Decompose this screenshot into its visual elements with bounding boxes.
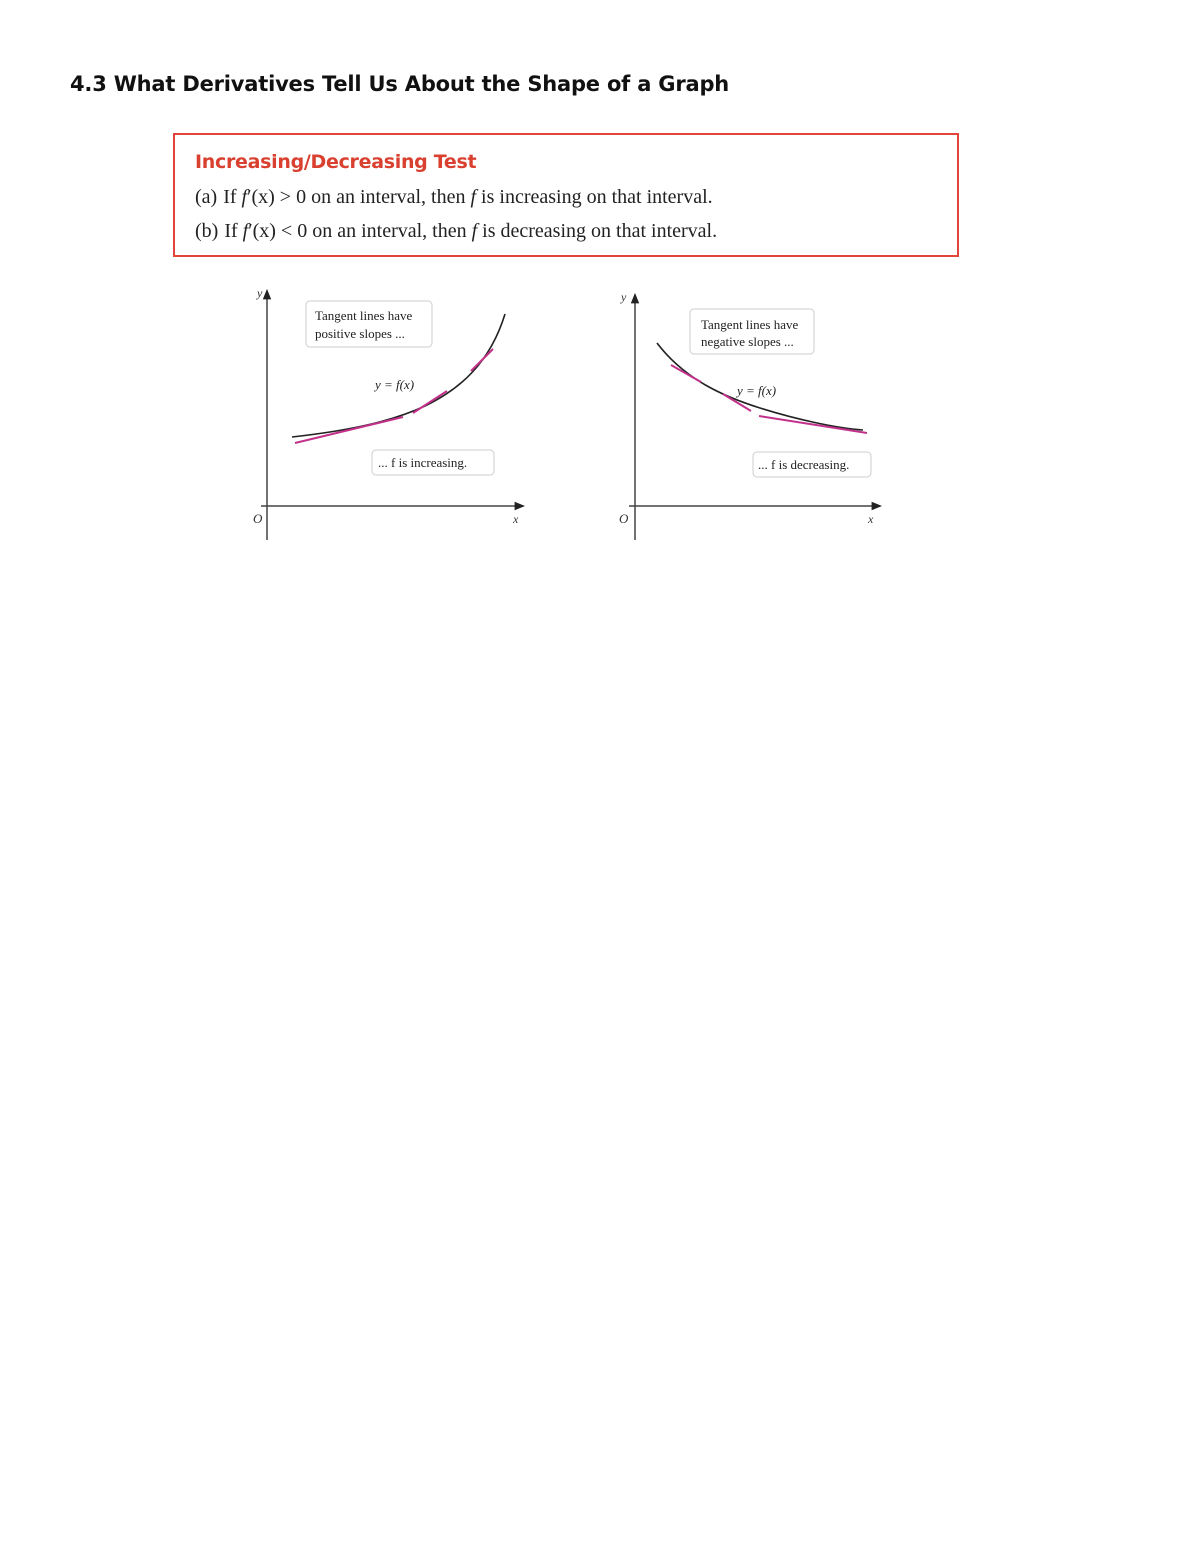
y-axis-label: y <box>621 290 627 304</box>
theorem-box <box>173 133 959 257</box>
derivative-argument: ′(x) <box>247 186 275 208</box>
callout-line: positive slopes ... <box>315 326 405 341</box>
decreasing-figure <box>605 285 895 545</box>
statement-text: If <box>223 186 237 208</box>
theorem-title: Increasing/Decreasing Test <box>195 151 477 173</box>
callout-line: Tangent lines have <box>701 317 799 332</box>
page-heading: 4.3 What Derivatives Tell Us About the Shape of a Graph <box>70 72 730 96</box>
origin-label: O <box>253 511 263 526</box>
derivative-argument: ′(x) <box>248 220 276 242</box>
curve-label: y = f(x) <box>375 377 415 392</box>
x-axis-label: x <box>513 512 519 526</box>
statement-text: > 0 on an interval, then <box>274 186 471 208</box>
function-symbol: f <box>242 220 249 242</box>
increasing-figure <box>245 285 535 545</box>
statement-text: is decreasing on that interval. <box>477 220 718 242</box>
callout-line: ... f is increasing. <box>378 455 468 470</box>
callout-line: Tangent lines have <box>315 308 413 323</box>
statement-text: is increasing on that interval. <box>476 186 713 208</box>
x-axis-label: x <box>868 512 874 526</box>
tangent-line <box>471 349 493 371</box>
callout-line: negative slopes ... <box>701 334 794 349</box>
origin-label: O <box>619 511 629 526</box>
function-symbol: f <box>471 220 478 242</box>
statement-label: (b) <box>195 220 219 242</box>
function-symbol: f <box>241 186 248 208</box>
statement-label: (a) <box>195 186 218 208</box>
theorem-statement-a <box>195 186 713 209</box>
statement-text: < 0 on an interval, then <box>275 220 472 242</box>
tangent-line <box>295 417 403 443</box>
statement-text: If <box>224 220 238 242</box>
tangent-line <box>759 416 867 433</box>
tangent-line <box>413 391 447 413</box>
y-axis-label: y <box>257 286 263 300</box>
tangent-line <box>671 365 701 382</box>
callout-line: ... f is decreasing. <box>758 457 850 472</box>
function-symbol: f <box>470 186 477 208</box>
curve-label: y = f(x) <box>737 383 777 398</box>
theorem-statement-b <box>195 220 717 243</box>
